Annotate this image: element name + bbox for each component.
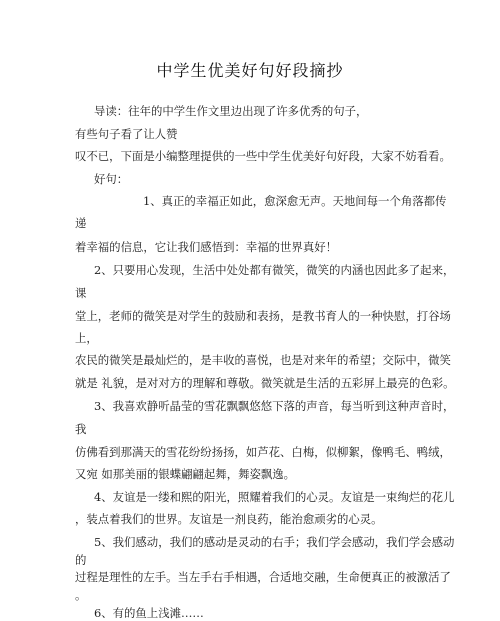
sentence-line: 1、真正的幸福正如此，愈深愈无声。天地间每一个角落都传 (143, 194, 447, 208)
sentence-line: 递 (75, 216, 87, 230)
sentence-line: 过程是理性的左手。当左手右手相遇，合适地交融，生命便真正的被激活了 (75, 570, 451, 584)
section-heading: 好句： (94, 172, 129, 186)
sentence-line: 的 (75, 553, 87, 567)
document-title: 中学生优美好句好段摘抄 (156, 61, 344, 80)
sentence-line: 2、只要用心发现，生活中处处都有微笑，微笑的内涵也因此多了起来， (94, 263, 455, 277)
sentence-line: 上， (75, 331, 98, 345)
sentence-line: 5、我们感动，我们的感动是灵动的右手；我们学会感动，我们学会感动 (94, 535, 455, 549)
sentence-line: 课 (75, 286, 87, 300)
sentence-line: 着幸福的信息，它让我们感悟到：幸福的世界真好！ (75, 240, 337, 254)
intro-line: 叹不已，下面是小编整理提供的一些中学生优美好句好段，大家不妨看看。 (75, 149, 451, 163)
sentence-line: 堂上，老师的微笑是对学生的鼓励和表扬，是教书育人的一种快慰，打谷场 (75, 309, 451, 323)
sentence-line: 4、友谊是一缕和熙的阳光，照耀着我们的心灵。友谊是一束绚烂的花儿 (94, 490, 455, 504)
sentence-line: 农民的微笑是最灿烂的，是丰收的喜悦，也是对来年的希望；交际中，微笑 (75, 353, 451, 367)
sentence-line: 。 (75, 588, 87, 602)
sentence-line: 6、有的鱼上浅滩…… (94, 606, 204, 620)
sentence-line: ，装点着我们的世界。友谊是一剂良药，能治愈顽劣的心灵。 (75, 512, 383, 526)
intro-line: 导读：往年的中学生作文里边出现了许多优秀的句子， (94, 104, 368, 118)
sentence-line: 我 (75, 422, 87, 436)
sentence-line: 就是 礼貌，是对对方的理解和尊敬。微笑就是生活的五彩屏上最亮的色彩。 (75, 376, 455, 390)
sentence-line: 3、我喜欢静听晶莹的雪花飘飘悠悠下落的声音，每当听到这种声音时， (94, 399, 455, 413)
sentence-line: 仿佛看到那满天的雪花纷纷扬扬，如芦花、白梅，似柳絮，像鸭毛、鸭绒， (75, 445, 451, 459)
sentence-line: 又宛 如那美丽的银蝶翩翩起舞，舞姿飘逸。 (75, 467, 296, 481)
intro-line: 有些句子看了让人赞 (75, 127, 178, 141)
